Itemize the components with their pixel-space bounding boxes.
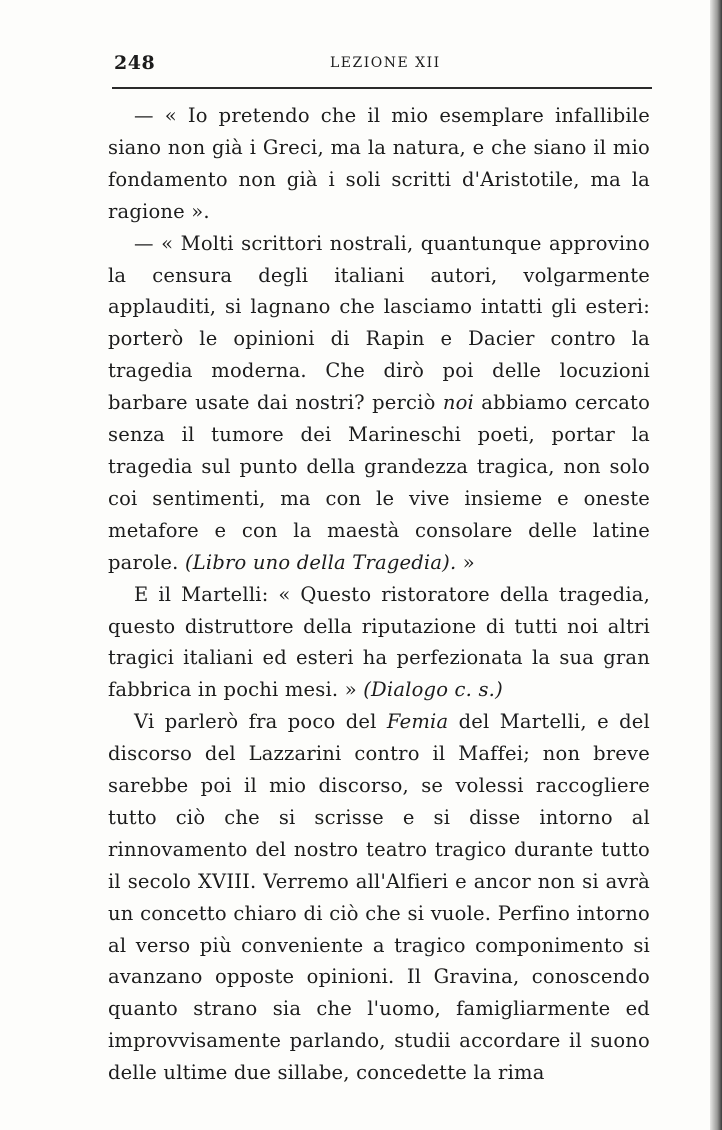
paragraph-text: E il Martelli: « Questo ristoratore della tragedia, questo distruttore della riputazione di tutti noi altri tragici italiani ed esteri ha perfezionata la sua gran fabbrica in pochi mesi. »	[108, 582, 650, 702]
paragraph-femia	[108, 706, 650, 1089]
paragraph-quote-molti	[108, 228, 650, 579]
paragraph-text: — « Molti scrittori nostrali, quantunque approvino la censura degli italiani autori, volgarmente applauditi, si lagnano che lasciamo intatti gli esteri: porterò le opinioni di Rapin e Dacier contro la tragedia moderna. Che dirò poi delle locuzioni barbare usate dai nostri? perciò	[108, 231, 650, 415]
paragraph-text: — « Io pretendo che il mio esemplare infallibile siano non già i Greci, ma la natura, e che siano il mio fondamento non già i soli scritti d'Aristotile, ma la ragione ».	[108, 104, 650, 223]
page-number: 248	[114, 52, 156, 74]
paragraph-quote-rapin	[108, 100, 650, 228]
paragraph-text: »	[456, 550, 475, 574]
paragraph-text: Vi parlerò fra poco del	[134, 710, 387, 734]
header-rule	[112, 87, 652, 89]
chapter-title: LEZIONE XII	[330, 55, 441, 71]
page-edge-shadow	[710, 0, 722, 1130]
body-text	[108, 100, 650, 1089]
italic-word: noi	[442, 391, 474, 415]
paragraph-text: del Martelli, e del discorso del Lazzarini contro il Maffei; non breve sarebbe poi il mio discorso, se volessi raccogliere tutto ciò che si scrisse e si disse intorno al rinnovamento del nostro teatro tragico durante tutto il secolo XVIII. Verremo all'Alfieri e ancor non si avrà un concetto chiaro di ciò che si vuole. Perfino intorno al verso più conveniente a tragico componimento si avanzano opposte opinioni. Il Gravina, conoscendo quanto strano sia che l'uomo, famigliarmente ed improvvisamente parlando, studii accordare il suono delle ultime due sillabe, concedette la rima	[108, 710, 650, 1085]
paragraph-martelli	[108, 579, 650, 707]
running-head	[0, 52, 722, 76]
citation: (Libro uno della Tragedia).	[184, 550, 457, 574]
paragraph-text: abbiamo cercato senza il tumore dei Marineschi poeti, portar la tragedia sul punto della grandezza tragica, non solo coi sentimenti, ma con le vive insieme e oneste metafore e con la maestà consolare delle latine parole.	[108, 391, 651, 574]
citation: (Dialogo c. s.)	[363, 678, 503, 702]
italic-title: Femia	[386, 710, 449, 734]
